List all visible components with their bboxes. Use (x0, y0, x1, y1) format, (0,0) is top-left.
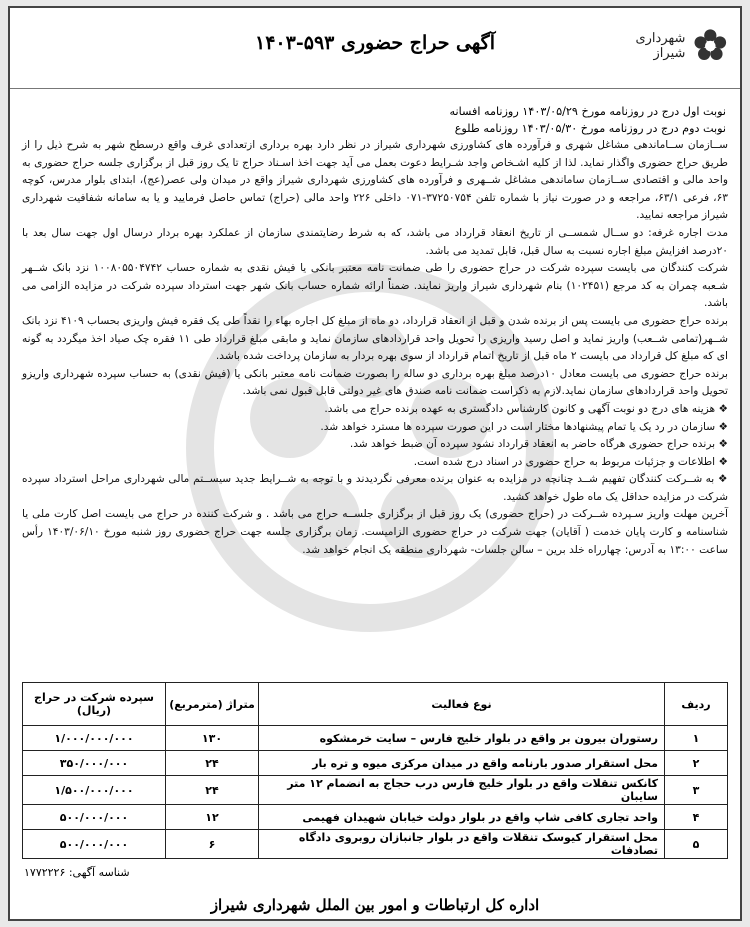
cell-activity: رستوران بیرون بر واقع در بلوار خلیج فارس – سایت خرمشکوه (259, 726, 665, 751)
header-deposit: سپرده شرکت در حراج (ریال) (23, 683, 166, 726)
advertisement-page (8, 6, 742, 921)
cell-deposit: ۳۵۰/۰۰۰/۰۰۰ (23, 751, 166, 776)
cell-deposit: ۵۰۰/۰۰۰/۰۰۰ (23, 805, 166, 830)
cell-area: ۲۴ (166, 751, 259, 776)
header-activity: نوع فعالیت (259, 683, 665, 726)
cell-deposit: ۵۰۰/۰۰۰/۰۰۰ (23, 830, 166, 859)
paragraph-lease-term: مدت اجاره غرفه: دو ســال شمســی از تاریخ انعقاد قرارداد می باشد، که به شرط رضایتمندی سازمان از عملکرد بهره بردار درسال اول جهت سال بعد با ۲۰درصد افزایش مبلغ اجاره نسبت به سال قبل، قابل تمدید می باشد. (22, 226, 728, 257)
items-table (22, 682, 728, 859)
publication-dates (24, 103, 726, 137)
cell-area: ۱۳۰ (166, 726, 259, 751)
paragraph-guarantee: برنده حراج حضوری می بایست معادل ۱۰درصد مبلغ بهره برداری دو ساله را بصورت ضمانت نامه معتبر بانکی یا (فیش نقدی) به حساب سپرده شهرداری واریزو تحویل واحد قراردادهای سازمان نماید.لازم به ذکراست ضمانت نامه صندق های غیر دولتی قابل قبول نمی باشد. (22, 367, 728, 398)
cell-area: ۲۴ (166, 776, 259, 805)
cell-activity: محل استقرار صدور بارنامه واقع در میدان مرکزی میوه و تره بار (259, 751, 665, 776)
logo-text: شهرداری شیراز (635, 31, 686, 61)
cell-area: ۶ (166, 830, 259, 859)
table-row (23, 776, 728, 805)
condition-item: ❖ به شــرکت کنندگان تفهیم شــد چنانچه در مزایده به عنوان برنده معرفی نگردیدند و با توجه به شــرایط جدید سیســتم مالی شهرداری مراحل استرداد سپرده شرکت در مزایده حداقل یک ماه طول خواهد کشید. (22, 471, 728, 506)
cell-row: ۲ (665, 751, 728, 776)
shiraz-municipality-logo (610, 20, 730, 72)
ad-title: آگهی حراج حضوری ۵۹۳-۱۴۰۳ (255, 32, 495, 54)
table-row (23, 751, 728, 776)
table-header-row (23, 683, 728, 726)
cell-activity: واحد تجاری کافی شاپ واقع در بلوار دولت خیابان شهیدان فهیمی (259, 805, 665, 830)
cell-activity: کانکس تنقلات واقع در بلوار خلیج فارس درب حجاج به انضمام ۱۲ متر سایبان (259, 776, 665, 805)
paragraph-closing: آخرین مهلت واریز سـپرده شــرکت در (حراج حضوری) یک روز قبل از برگزاری جلســه حراج می باشد . و شرکت کننده در حراج می بایست اصل کارت ملی یا شناسنامه و کارت پایان خدمت ( آقایان) جهت شرکت در حراج حضوری الزامیست. زمان برگزاری جلسه جهت حراج حضوری روز شنبه مورخ ۱۴۰۳/۰۶/۱۰ رأس ساعت ۱۳:۰۰ به آدرس: چهارراه خلد برین – سالن جلسات- شهرداری منطقه یک انجام خواهد شد. (22, 508, 729, 556)
flower-logo-icon (691, 24, 730, 68)
cell-row: ۱ (665, 726, 728, 751)
cell-row: ۴ (665, 805, 728, 830)
header-row-number: ردیف (665, 683, 728, 726)
header-area: متراژ (مترمربع) (166, 683, 259, 726)
conditions-list (22, 401, 728, 507)
table-row (23, 830, 728, 859)
organization-name: اداره کل ارتباطات و امور بین الملل شهرداری شیراز (210, 896, 540, 914)
second-publication: نوبت دوم درج در روزنامه مورخ ۱۴۰۳/۰۵/۳۰ روزنامه طلوع (454, 122, 726, 135)
ad-code: شناسه آگهی: ۱۷۷۲۲۲۶ (24, 866, 130, 879)
condition-item: ❖ اطلاعات و جزئیات مربوط به حراج حضوری در اسناد درج شده است. (22, 454, 728, 472)
cell-row: ۵ (665, 830, 728, 859)
condition-item: ❖ سازمان در رد یک یا تمام پیشنهادها مختار است در این صورت سپرده ها مسترد خواهد شد. (22, 419, 728, 437)
cell-deposit: ۱/۵۰۰/۰۰۰/۰۰۰ (23, 776, 166, 805)
table-row (23, 726, 728, 751)
ad-body (22, 137, 728, 559)
cell-row: ۳ (665, 776, 728, 805)
paragraph-intro: ســازمان ســاماندهی مشاغل شهری و فرآورده های کشاورزی شهرداری شیراز در نظر دارد بهره برداری ازتعدادی غرف واقع درسطح شهر به شرح ذیل را از طریق حراج حضوری واگذار نماید. لذا از کلیه اشـخاص واجد شـرایط دعوت بعمل می آید جهت اخذ اسـناد حراج تا یک روز قبل از برگزاری جلسه حراج حضوری به واحد مالی و اقتصادی ســازمان ساماندهی مشاغل شــهری و فرآورده های کشاورزی شهرداری شیراز واقع در میدان ولی عصر(عج)، ابتدای بلوار مدرس، کوچه ۶۳، فرعی ۶۳/۱، مراجعه و در صورت نیاز با شماره تلفن ۳۷۲۵۰۷۵۴-۰۷۱ داخلی ۲۲۶ واحد مالی (حراج) تماس حاصل فرمایید و یا به سامانه شفافیت شهرداری شیراز مراجعه نمایید. (22, 139, 728, 222)
paragraph-deposit: شرکت کنندگان می بایست سپرده شرکت در حراج حضوری را طی ضمانت نامه معتبر بانکی یا فیش نقدی به شماره حساب ۱۰۰۸۰۵۵۰۴۷۴۲ نزد بانک شــهر شـعبه چمران به کد مرجع (۱۰۲۴۵۱) بنام شهرداری شیراز واریز نمایند. ضمناً ارائه شماره حساب بانک شهر جهت استرداد سپرده شرکت در مزایده الزامی می باشد. (22, 262, 728, 310)
condition-item: ❖ هزینه های درج دو نوبت آگهی و کانون کارشناس دادگستری به عهده برنده حراج می باشد. (22, 401, 728, 419)
condition-item: ❖ برنده حراج حضوری هرگاه حاضر به انعقاد قرارداد نشود سپرده آن ضبط خواهد شد. (22, 436, 728, 454)
ad-header (10, 8, 740, 89)
table-row (23, 805, 728, 830)
first-publication: نوبت اول درج در روزنامه مورخ ۱۴۰۳/۰۵/۲۹ روزنامه افسانه (449, 105, 726, 118)
cell-activity: محل استقرار کیوسک تنقلات واقع در بلوار جانبازان روبروی دادگاه تصادفات (259, 830, 665, 859)
cell-area: ۱۲ (166, 805, 259, 830)
paragraph-payment: برنده حراج حضوری می بایست پس از برنده شدن و قبل از انعقاد قرارداد، دو ماه از مبلغ کل اجاره بهاء را نقداً طی یک فقره فیش واریزی بحساب ۴۱۰۹ نزد بانک شــهر(تمامی شــعب) واریز نماید و اصل رسید واریزی را تحویل واحد قراردادهای سازمان نماید و مابقی مبلغ قرارداد طی ۱۱ فقره چک صیاد اخذ میگردد به گونه ای که مبلغ کل قرارداد می بایست ۲ ماه قبل از تاریخ اتمام قرارداد از سوی بهره بردار به سازمان پرداخت شده باشد. (22, 314, 728, 363)
cell-deposit: ۱/۰۰۰/۰۰۰/۰۰۰ (23, 726, 166, 751)
